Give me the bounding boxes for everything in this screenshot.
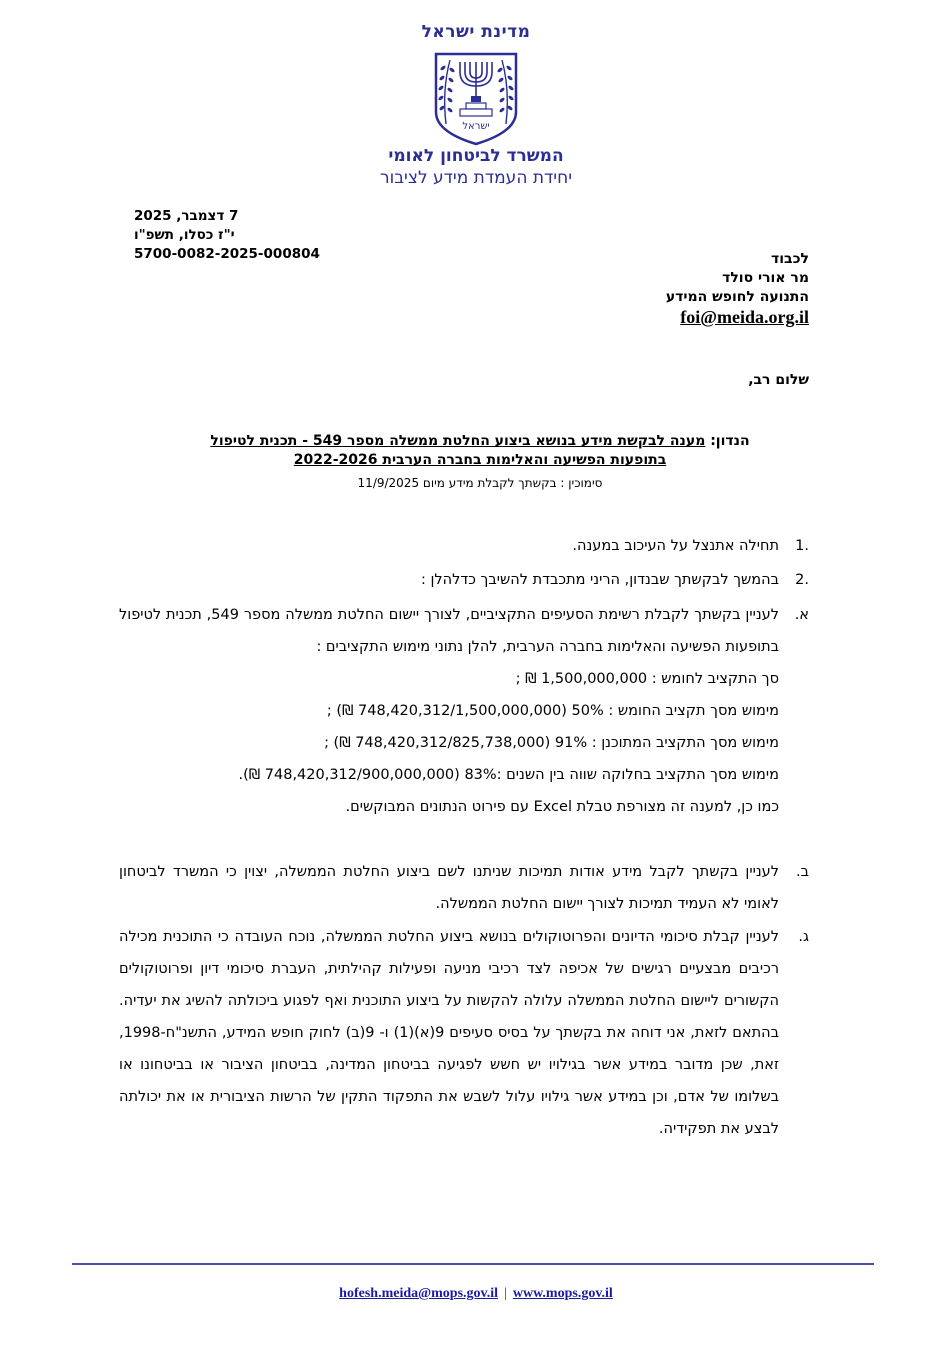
footer-email-link[interactable]: hofesh.meida@mops.gov.il: [339, 1286, 499, 1301]
list-item-1: [119, 530, 809, 562]
ministry-name: המשרד לביטחון לאומי: [388, 146, 564, 166]
list-marker: .2: [795, 572, 809, 588]
hebrew-date: י"ז כסלו, תשפ"ו: [134, 227, 235, 243]
list-marker: א.: [794, 607, 809, 623]
budget-execution-planned-line: מימוש מסך התקציב המתוכנן : 91% (748,420,312/825,738,000 ₪) ;: [324, 735, 779, 751]
unit-name: יחידת העמדת מידע לציבור: [380, 168, 572, 188]
state-name: מדינת ישראל: [421, 22, 531, 42]
footer-links: [0, 1286, 952, 1302]
subject-reference: סימוכין : בקשתך לקבלת מידע מיום 11/9/2025: [357, 476, 603, 490]
subject-block: [140, 432, 820, 470]
footer-divider: [72, 1263, 874, 1265]
sub-item-a: [119, 599, 809, 823]
recipient-block: [666, 250, 809, 329]
sub-item-c-paragraph: לעניין קבלת סיכומי הדיונים והפרוטוקולים בנושא ביצוע החלטת הממשלה, נוכח העובדה כי התוכנית מכילה רכיבים מבצעיים רגישים של אכיפה לצד רכיבי מניעה ופעילות קהילתית, העברת סיכומי דיון ופרוטוקולים הקשורים ליישום החלטת הממשלה עלולה להקשות על ביצוע התוכנית ואף לפגוע ביכולתה להשיג את יעדיה. בהתאם לזאת, אני דוחה את בקשתך על בסיס סעיפים 9(א)(1) ו- 9(ב) לחוק חופש המידע, התשנ"ח-1998, זאת, שכן מדובר במידע אשר בגילויו יש חשש לפגיעה בביטחון המדינה, בביטחון הציבור או בביטחונו או בשלומו של אדם, וכן במידע אשר גילויו עלול לשבש את התפקוד התקין של הרשות הציבורית או את יכולתה לבצע את תפקידיה.: [119, 929, 780, 1137]
recipient-salutation: לכבוד: [771, 251, 809, 267]
footer-website-link[interactable]: www.mops.gov.il: [512, 1286, 613, 1301]
list-marker: ג.: [798, 929, 809, 945]
excel-attachment-note: כמו כן, למענה זה מצורפת טבלת Excel עם פירוט הנתונים המבוקשים.: [345, 799, 779, 815]
list-item-2: [119, 564, 809, 596]
budget-execution-total-line: מימוש מסך תקציב החומש : 50% (748,420,312/1,500,000,000 ₪) ;: [326, 703, 779, 719]
list-item-text: בהמשך לבקשתך שבנדון, הריני מתכבדת להשיבך כדלהלן :: [420, 572, 779, 588]
list-marker: ב.: [796, 864, 809, 880]
sub-item-b: [119, 856, 809, 920]
list-marker: .1: [795, 538, 809, 554]
state-emblem-icon: [428, 50, 524, 146]
recipient-organization: התנועה לחופש המידע: [665, 289, 809, 305]
subject-label: הנדון:: [710, 433, 750, 449]
sub-item-a-paragraph: לעניין בקשתך לקבלת רשימת הסעיפים התקציביים, לצורך יישום החלטת ממשלה מספר 549, תכנית לטיפול בתופעות הפשיעה והאלימות בחברה הערבית, להלן נתוני מימוש התקציבים :: [119, 607, 779, 655]
recipient-email-link[interactable]: foi@meida.org.il: [680, 307, 809, 327]
greeting: שלום רב,: [748, 372, 809, 388]
date-block: [134, 207, 364, 264]
sub-item-b-paragraph: לעניין בקשתך לקבל מידע אודות תמיכות שניתנו לשם ביצוע החלטת הממשלה, יצוין כי המשרד לביטחון לאומי לא העמיד תמיכות לצורך יישום החלטת הממשלה.: [119, 864, 779, 912]
subject-line-1: מענה לבקשת מידע בנושא ביצוע החלטת ממשלה מספר 549 - תכנית לטיפול: [210, 433, 706, 449]
footer-separator: |: [504, 1286, 507, 1301]
subject-line-2: בתופעות הפשיעה והאלימות בחברה הערבית 2022-2026: [293, 452, 667, 468]
budget-execution-equal-split-line: מימוש מסך התקציב בחלוקה שווה בין השנים :83% (748,420,312/900,000,000 ₪).: [238, 767, 779, 783]
reference-number: 5700-0082-2025-000804: [134, 246, 320, 262]
svg-text:ישראל: ישראל: [462, 121, 490, 132]
list-item-text: תחילה אתנצל על העיכוב במענה.: [572, 538, 779, 554]
budget-total-line: סך התקציב לחומש : 1,500,000,000 ₪ ;: [515, 671, 779, 687]
gregorian-date: 7 דצמבר, 2025: [134, 208, 239, 224]
sub-item-c: [119, 921, 809, 1145]
recipient-name: מר אורי סולד: [722, 270, 809, 286]
